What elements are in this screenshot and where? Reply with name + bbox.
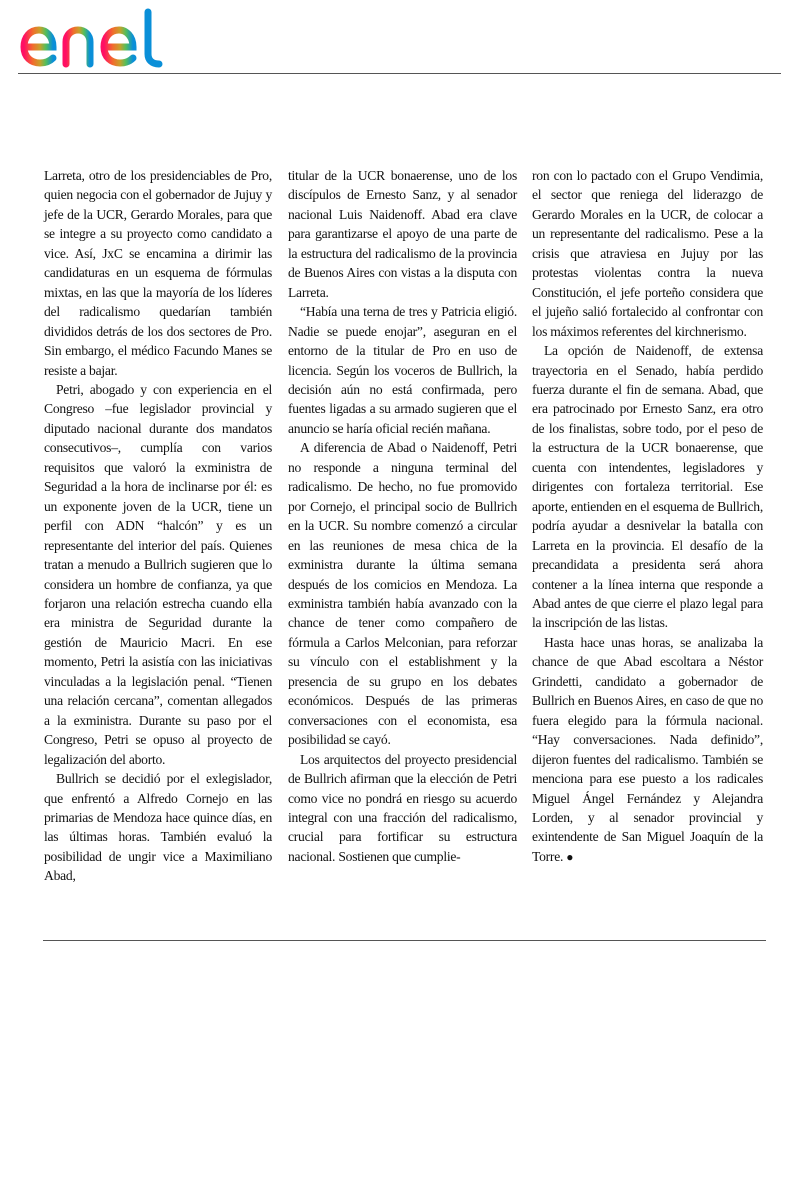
- article-paragraph: Los arquitectos del proyecto presidencial de Bullrich afirman que la elección de Petri como vice no pondrá en riesgo su acuerdo integral con una fracción del radicalismo, crucial para fortificar su estructura nacional. Sostienen que cumplie-: [288, 751, 517, 864]
- end-of-article-mark: ●: [566, 849, 574, 864]
- article-paragraph: A diferencia de Abad o Naidenoff, Petri no responde a ninguna terminal del radicalismo. De hecho, no fue promovido por Cornejo, el principal socio de Bullrich en la UCR. Su nombre comenzó a circular en las reuniones de mesa chica de la exministra durante la última semana después de los comicios en Mendoza. La exministra también había avanzado con la chance de tener como compañero de fórmula a Carlos Melconian, para reforzar su vínculo con el establishment y la presencia de su grupo en los debates económicos. Después de las primeras conversaciones con el economista, esa posibilidad se cayó.: [288, 440, 517, 748]
- header-rule: [18, 73, 781, 74]
- article-paragraph: Petri, abogado y con experiencia en el Congreso –fue legislador provincial y diputado nacional durante dos mandatos consecutivos–, cumplía con varios requisitos que valoró la exministra de Seguridad a la hora de inclinarse por él: es un exponente joven de la UCR, tiene un perfil con ADN “halcón” y es un representante del interior del país. Quienes tratan a menudo a Bullrich sugieren que lo considera un hombre de confianza, ya que forjaron una relación estrecha cuando ella era ministra de Seguridad durante la gestión de Mauricio Macri. En ese momento, Petri la asistía con las iniciativas vinculadas a la legislación penal. “Tienen una relación cercana”, comentan allegados a la exministra. Durante su paso por el Congreso, Petri se opuso al proyecto de legalización del aborto.: [44, 381, 272, 767]
- article-column-2: [288, 166, 517, 866]
- enel-logo: [18, 6, 183, 70]
- footer-rule: [43, 940, 766, 941]
- article-paragraph: Larreta, otro de los presidenciables de Pro, quien negocia con el gobernador de Jujuy y jefe de la UCR, Gerardo Morales, para que se integre a su proyecto como candidato a vice. Así, JxC se encamina a dirimir las candidaturas en un esquema de fórmulas mixtas, en las que la mayoría de los líderes del radicalismo quedarían también divididos detrás de los dos sectores de Pro. Sin embargo, el médico Facundo Manes se resiste a bajar.: [44, 168, 272, 378]
- article-paragraph: ron con lo pactado con el Grupo Vendimia, el sector que reniega del liderazgo de Gerardo Morales en la UCR, de colocar a un representante del radicalismo. Pese a la crisis que atraviesa en Jujuy por las protestas violentas contra la nueva Constitución, el jefe porteño considera que el jujeño salió fortalecido al confrontar con los máximos referentes del kirchnerismo.: [532, 168, 763, 339]
- article-paragraph: titular de la UCR bonaerense, uno de los discípulos de Ernesto Sanz, y al senador nacional Luis Naidenoff. Abad era clave para garantizarse el apoyo de una parte de la estructura del radicalismo de la provincia de Buenos Aires con vistas a la disputa con Larreta.: [288, 168, 517, 300]
- article-paragraph: La opción de Naidenoff, de extensa trayectoria en el Senado, había perdido fuerza durante el fin de semana. Abad, que era patrocinado por Ernesto Sanz, era otro de los finalistas, sobre todo, por el peso de la estructura de la UCR bonaerense, que cuenta con intendentes, legisladores y dirigentes con fortaleza territorial. Ese aporte, entienden en el esquema de Bullrich, podría ayudar a desnivelar la batalla con Larreta en la provincia. El desafío de la precandidata a presidenta será ahora contener a la línea interna que responde a Abad antes de que cierre el plazo legal para la inscripción de las listas.: [532, 343, 763, 631]
- article-paragraph-text: Hasta hace unas horas, se analizaba la chance de que Abad escoltara a Néstor Grindetti, candidato a gobernador de Bullrich en Buenos Aires, en caso de que no fuera elegido para la fórmula nacional. “Hay conversaciones. Nada definido”, dijeron fuentes del radicalismo. También se menciona para ese puesto a los radicales Miguel Ángel Fernández y Alejandra Lorden, y al senador provincial y exintendente de San Miguel Joaquín de la Torre.: [532, 634, 763, 864]
- article-column-3: [532, 166, 763, 867]
- article-paragraph: [532, 633, 763, 867]
- article-paragraph: “Había una terna de tres y Patricia eligió. Nadie se puede enojar”, aseguran en el entorno de la titular de Pro en uso de licencia. Según los voceros de Bullrich, la decisión aún no está confirmada, pero fuentes ligadas a su armado sugieren que el anuncio se haría oficial recién mañana.: [288, 304, 517, 436]
- article-paragraph: Bullrich se decidió por el exlegislador, que enfrentó a Alfredo Cornejo en las primarias de Mendoza hace quince días, en las últimas horas. También evaluó la posibilidad de ungir vice a Maximiliano Abad,: [44, 771, 272, 884]
- article-column-1: [44, 166, 272, 886]
